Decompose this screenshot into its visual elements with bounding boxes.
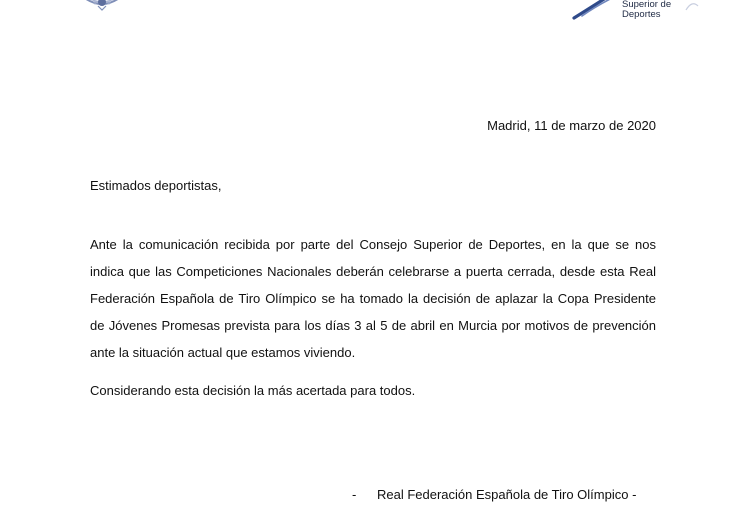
- federation-emblem-icon: [78, 0, 126, 14]
- letter-body: [90, 231, 656, 366]
- csd-swoosh-icon: [572, 0, 620, 20]
- csd-mark-icon: [684, 0, 700, 12]
- letter-closing: Considerando esta decisión la más acertada para todos.: [90, 383, 416, 398]
- signature-text: Real Federación Española de Tiro Olímpico -: [377, 487, 637, 502]
- signature-dash: -: [352, 487, 357, 502]
- letter-signature: [352, 481, 636, 508]
- body-line: de Jóvenes Promesas prevista para los días 3 al 5 de abril en Murcia por motivos de prevención: [90, 318, 656, 333]
- csd-logo: [572, 0, 702, 24]
- letter-date: Madrid, 11 de marzo de 2020: [487, 118, 656, 133]
- body-line: indica que las Competiciones Nacionales deberán celebrarse a puerta cerrada, desde esta Real: [90, 264, 656, 279]
- body-line: Ante la comunicación recibida por parte del Consejo Superior de Deportes, en la que se nos: [90, 237, 656, 252]
- csd-logo-text: Superior de Deportes: [622, 0, 672, 20]
- body-line: ante la situación actual que estamos viviendo.: [90, 345, 356, 360]
- body-line: Federación Española de Tiro Olímpico se ha tomado la decisión de aplazar la Copa Presidente: [90, 291, 656, 306]
- letter-greeting: Estimados deportistas,: [90, 178, 222, 193]
